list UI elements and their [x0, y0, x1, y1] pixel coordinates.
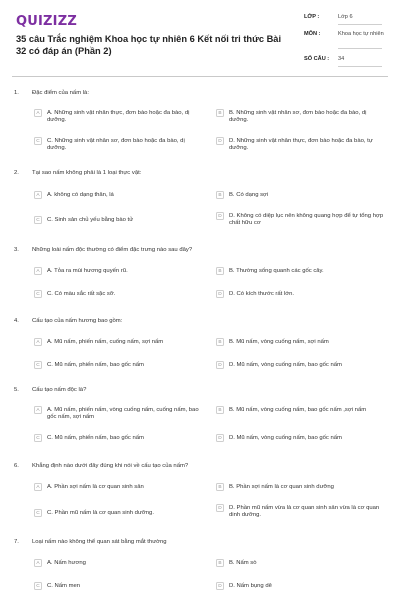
- option-letter: D: [216, 361, 224, 369]
- option-text: B. Có dạng sợi: [229, 192, 269, 198]
- option-letter: C: [34, 509, 42, 517]
- option-d[interactable]: [216, 138, 386, 152]
- question-text: Loại nấm nào không thể quan sát bằng mắt thường: [32, 539, 167, 545]
- question-number: 3.: [14, 247, 19, 253]
- option-letter: A: [34, 559, 42, 567]
- option-c[interactable]: [34, 435, 204, 442]
- option-text: D. Mũ nấm, vòng cuống nấm, bao gốc nấm: [229, 435, 342, 441]
- meta-divider: [338, 24, 382, 25]
- question-number: 7.: [14, 539, 19, 545]
- option-text: B. Phần sợi nấm là cơ quan sinh dưỡng: [229, 484, 334, 490]
- option-text: D. Mũ nấm, vòng cuống nấm, bao gốc nấm: [229, 362, 342, 368]
- option-b[interactable]: [216, 484, 386, 491]
- option-letter: B: [216, 483, 224, 491]
- quizizz-logo: QUIZIZZ: [16, 14, 77, 29]
- option-b[interactable]: [216, 268, 386, 275]
- option-letter: B: [216, 338, 224, 346]
- option-letter: D: [216, 504, 224, 512]
- option-text: C. Sinh sản chủ yếu bằng bào tử: [47, 217, 134, 223]
- option-text: C. Mũ nấm, phiến nấm, bao gốc nấm: [47, 435, 144, 441]
- question-number: 1.: [14, 90, 19, 96]
- meta-count-label: SỐ CÂU :: [304, 56, 330, 62]
- option-b[interactable]: [216, 560, 386, 567]
- option-d[interactable]: [216, 505, 386, 519]
- option-letter: C: [34, 216, 42, 224]
- question-text: Cấu tạo nấm độc là?: [32, 387, 87, 393]
- option-c[interactable]: [34, 583, 204, 590]
- option-text: C. Có màu sắc rất sặc sỡ.: [47, 291, 116, 297]
- option-text: A. Mũ nấm, phiến nấm, vòng cuống nấm, cuống nấm, bao gốc nấm, sợi nấm: [47, 407, 199, 420]
- option-text: B. Nấm sò: [229, 560, 257, 566]
- option-a[interactable]: [34, 339, 204, 346]
- option-d[interactable]: [216, 362, 386, 369]
- meta-subject-label: MÔN :: [304, 31, 321, 37]
- question-text: Cấu tạo của nấm hương bao gồm:: [32, 318, 123, 324]
- option-letter: D: [216, 290, 224, 298]
- option-d[interactable]: [216, 583, 386, 590]
- option-letter: C: [34, 361, 42, 369]
- option-b[interactable]: [216, 192, 386, 199]
- option-letter: A: [34, 191, 42, 199]
- meta-count-value: 34: [338, 56, 345, 62]
- option-text: A. Nấm hương: [47, 560, 86, 566]
- option-text: D. Nấm bụng dê: [229, 583, 272, 589]
- option-letter: A: [34, 338, 42, 346]
- option-letter: A: [34, 109, 42, 117]
- option-letter: D: [216, 212, 224, 220]
- option-text: C. Những sinh vật nhân sơ, đơn bào hoặc đa bào, dị dưỡng.: [47, 138, 185, 151]
- option-text: D. Phần mũ nấm vừa là cơ quan sinh sản vừa là cơ quan dinh dưỡng.: [229, 505, 380, 518]
- option-text: B. Thường sống quanh các gốc cây.: [229, 268, 324, 274]
- option-letter: C: [34, 582, 42, 590]
- option-text: C. Mũ nấm, phiến nấm, bao gốc nấm: [47, 362, 144, 368]
- option-letter: D: [216, 137, 224, 145]
- option-letter: B: [216, 191, 224, 199]
- option-a[interactable]: [34, 407, 204, 421]
- option-text: A. không có dạng thân, lá: [47, 192, 114, 198]
- option-text: D. Những sinh vật nhân thực, đơn bào hoặc đa bào, tự dưỡng.: [229, 138, 373, 151]
- meta-divider: [338, 48, 382, 49]
- option-letter: C: [34, 290, 42, 298]
- option-letter: B: [216, 406, 224, 414]
- option-b[interactable]: [216, 110, 386, 124]
- option-text: A. Những sinh vật nhân thực, đơn bào hoặc đa bào, dị dưỡng.: [47, 110, 190, 123]
- page-title: 35 câu Trắc nghiệm Khoa học tự nhiên 6 Kết nối tri thức Bài 32 có đáp án (Phần 2): [16, 34, 282, 56]
- question-text: Những loài nấm độc thường có điểm đặc trưng nào sau đây?: [32, 247, 193, 253]
- option-letter: B: [216, 109, 224, 117]
- option-letter: C: [34, 137, 42, 145]
- option-letter: B: [216, 559, 224, 567]
- option-letter: C: [34, 434, 42, 442]
- question-number: 5.: [14, 387, 19, 393]
- option-c[interactable]: [34, 362, 204, 369]
- option-c[interactable]: [34, 510, 204, 517]
- option-letter: B: [216, 267, 224, 275]
- option-letter: A: [34, 267, 42, 275]
- question-number: 6.: [14, 463, 19, 469]
- option-text: B. Mũ nấm, vòng cuống nấm, bao gốc nấm ,sợi nấm: [229, 407, 367, 413]
- option-text: B. Những sinh vật nhân sơ, đơn bào hoặc đa bào, dị dưỡng.: [229, 110, 367, 123]
- option-text: C. Nấm men: [47, 583, 81, 589]
- question-number: 4.: [14, 318, 19, 324]
- option-a[interactable]: [34, 110, 204, 124]
- question-number: 2.: [14, 170, 19, 176]
- option-letter: A: [34, 406, 42, 414]
- header-divider: [12, 76, 388, 77]
- meta-grade-value: Lớp 6: [338, 14, 353, 20]
- option-letter: A: [34, 483, 42, 491]
- question-text: Đặc điểm của nấm là:: [32, 90, 89, 96]
- option-a[interactable]: [34, 560, 204, 567]
- option-text: A. Phần sợi nấm là cơ quan sinh sản: [47, 484, 144, 490]
- option-text: A. Tỏa ra mùi hương quyến rũ.: [47, 268, 128, 274]
- option-letter: D: [216, 582, 224, 590]
- option-a[interactable]: [34, 484, 204, 491]
- option-b[interactable]: [216, 339, 386, 346]
- option-b[interactable]: [216, 407, 386, 414]
- question-text: Khẳng định nào dưới đây đúng khi nói về cấu tạo của nấm?: [32, 463, 189, 469]
- option-text: C. Phần mũ nấm là cơ quan sinh dưỡng.: [47, 510, 154, 516]
- option-text: D. Có kích thước rất lớn.: [229, 291, 295, 297]
- option-d[interactable]: [216, 291, 386, 298]
- option-text: B. Mũ nấm, vòng cuống nấm, sợi nấm: [229, 339, 329, 345]
- option-letter: D: [216, 434, 224, 442]
- option-d[interactable]: [216, 213, 386, 227]
- option-c[interactable]: [34, 138, 204, 152]
- option-c[interactable]: [34, 291, 204, 298]
- option-text: A. Mũ nấm, phiến nấm, cuống nấm, sợi nấm: [47, 339, 164, 345]
- option-text: D. Không có diệp lục nên không quang hợp để tự tổng hợp chất hữu cơ: [229, 213, 384, 226]
- meta-grade-label: LỚP :: [304, 14, 320, 20]
- question-text: Tại sao nấm không phải là 1 loại thực vật:: [32, 170, 142, 176]
- meta-subject-value: Khoa học tự nhiên: [338, 31, 384, 37]
- option-c[interactable]: [34, 217, 204, 224]
- option-a[interactable]: [34, 192, 204, 199]
- option-d[interactable]: [216, 435, 386, 442]
- meta-divider: [338, 66, 382, 67]
- option-a[interactable]: [34, 268, 204, 275]
